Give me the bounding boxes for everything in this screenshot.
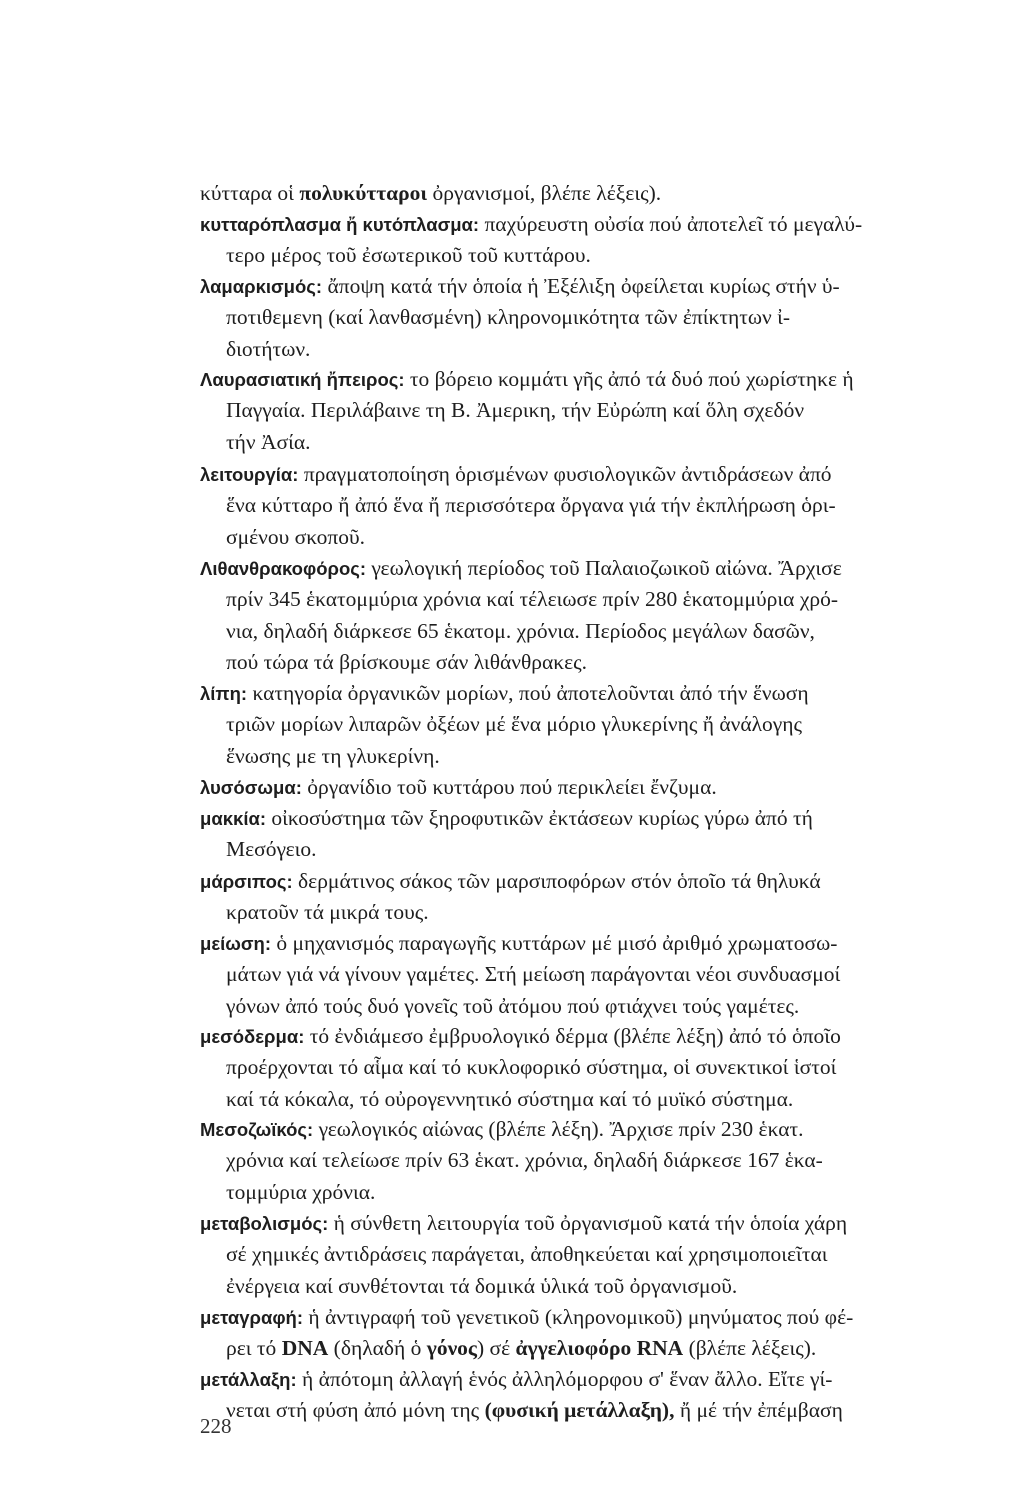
definition-text: νια, δηλαδή διάρκεσε 65 ἑκατομ. χρόνια. Περίοδος μεγάλων δασῶν, bbox=[226, 618, 815, 643]
entry-term: μετάλλαξη: bbox=[200, 1369, 297, 1390]
cross-reference-term: πολυκύτταροι bbox=[299, 181, 428, 205]
entry-term: μείωση: bbox=[200, 933, 271, 954]
definition-text: το βόρειο κομμάτι γῆς ἀπό τά δυό πού χωρίστηκε ἡ bbox=[404, 367, 854, 391]
page-number: 228 bbox=[200, 1414, 232, 1438]
definition-text: (δηλαδή ὁ bbox=[328, 1336, 427, 1361]
definition-text: ἄποψη κατά τήν ὁποία ἡ Ἐξέλιξη ὀφείλεται κυρίως στήν ὑ- bbox=[322, 274, 840, 298]
entry-line bbox=[200, 678, 965, 709]
definition-text: τερο μέρος τοῦ ἐσωτερικοῦ τοῦ κυττάρου. bbox=[226, 243, 591, 268]
entry-term: μεταγραφή: bbox=[200, 1307, 304, 1328]
glossary-entry bbox=[200, 271, 965, 365]
entry-term: λαμαρκισμός: bbox=[200, 276, 323, 297]
definition-text: κρατοῦν τά μικρά τους. bbox=[226, 900, 429, 925]
definition-text: ἤ μέ τήν ἐπέμβαση bbox=[674, 1398, 843, 1423]
entry-line bbox=[200, 271, 965, 302]
entry-line bbox=[200, 897, 965, 928]
entry-line bbox=[200, 1364, 965, 1395]
glossary-entry bbox=[200, 803, 965, 866]
entry-line bbox=[200, 1021, 965, 1052]
definition-text: καί τά κόκαλα, τό οὐρογεννητικό σύστημα καί τό μυϊκό σύστημα. bbox=[226, 1086, 794, 1111]
cross-reference-term: (φυσική μετάλλαξη), bbox=[484, 1398, 675, 1423]
entry-line bbox=[200, 1271, 965, 1302]
entry-term: κυτταρόπλασμα ἤ κυτόπλασμα: bbox=[200, 214, 480, 235]
definition-text: ) σέ bbox=[477, 1336, 516, 1361]
definition-text: σμένου σκοποῦ. bbox=[226, 524, 365, 549]
definition-text: δερμάτινος σάκος τῶν μαρσιποφόρων στόν ὁποῖο τά θηλυκά bbox=[292, 869, 821, 893]
glossary-entry bbox=[200, 928, 965, 1022]
definition-text: κύτταρα οἱ bbox=[200, 181, 300, 205]
definition-text: πού τώρα τά βρίσκουμε σάν λιθάνθρακες. bbox=[226, 649, 588, 674]
entry-line bbox=[200, 959, 965, 990]
definition-text: ἕνα κύτταρο ἤ ἀπό ἕνα ἤ περισσότερα ὄργανα γιά τήν ἐκπλήρωση ὁρι- bbox=[226, 493, 836, 518]
entry-line bbox=[200, 741, 965, 772]
glossary-entry bbox=[200, 364, 965, 458]
entry-line bbox=[200, 928, 965, 959]
glossary-entry bbox=[200, 1114, 965, 1208]
entry-line bbox=[200, 866, 965, 897]
definition-text: Παγγαία. Περιλάβαινε τη Β. Ἀμερικη, τήν Εὐρώπη καί ὅλη σχεδόν bbox=[226, 398, 805, 423]
glossary-entry bbox=[200, 866, 965, 929]
entry-line bbox=[200, 522, 965, 553]
definition-text: γόνων ἀπό τούς δυό γονεῖς τοῦ ἀτόμου πού φτιάχνει τούς γαμέτες. bbox=[226, 993, 800, 1018]
entry-term: λυσόσωμα: bbox=[200, 777, 302, 798]
entry-line bbox=[200, 1395, 965, 1426]
definition-text: τριῶν μορίων λιπαρῶν ὀξέων μέ ἕνα μόριο γλυκερίνης ἤ ἀνάλογης bbox=[226, 712, 803, 737]
definition-text: γεωλογικός αἰώνας (βλέπε λέξη). Ἄρχισε πρίν 230 ἑκατ. bbox=[313, 1117, 804, 1141]
glossary-entry bbox=[200, 553, 965, 678]
definition-text: πραγματοποίηση ὁρισμένων φυσιολογικῶν ἀντιδράσεων ἀπό bbox=[298, 462, 832, 486]
entry-term: μεσόδερμα: bbox=[200, 1026, 305, 1047]
definition-text: τό ἐνδιάμεσο ἐμβρυολογικό δέρμα (βλέπε λέξη) ἀπό τό ὁποῖο bbox=[304, 1024, 841, 1048]
entry-line bbox=[200, 709, 965, 740]
glossary-entry bbox=[200, 178, 965, 209]
entry-line bbox=[200, 616, 965, 647]
definition-text: ἡ ἀπότομη ἀλλαγή ἑνός ἀλληλόμορφου σ' ἕναν ἄλλο. Εἴτε γί- bbox=[296, 1367, 833, 1391]
entry-line bbox=[200, 553, 965, 584]
cross-reference-term: ἀγγελιοφόρο RNA bbox=[515, 1336, 684, 1361]
entry-line bbox=[200, 1145, 965, 1176]
entry-term: Λαυρασιατική ἤπειρος: bbox=[200, 369, 405, 390]
glossary-entry bbox=[200, 1208, 965, 1302]
entry-term: μακκία: bbox=[200, 808, 266, 829]
definition-text: διοτήτων. bbox=[226, 336, 311, 361]
definition-text: Μεσόγειο. bbox=[226, 837, 317, 862]
entry-line bbox=[200, 1052, 965, 1083]
glossary-entry bbox=[200, 1302, 965, 1365]
definition-text: ὀργανισμοί, βλέπε λέξεις). bbox=[427, 181, 662, 205]
definition-text: ὀργανίδιο τοῦ κυττάρου πού περικλείει ἔνζυμα. bbox=[301, 775, 717, 799]
entry-line bbox=[200, 427, 965, 458]
definition-text: μάτων γιά νά γίνουν γαμέτες. Στή μείωση παράγονται νέοι συνδυασμοί bbox=[226, 962, 841, 987]
glossary-entry bbox=[200, 209, 965, 272]
glossary-entry bbox=[200, 772, 965, 803]
definition-text: τομμύρια χρόνια. bbox=[226, 1179, 376, 1204]
cross-reference-term: γόνος bbox=[426, 1336, 477, 1361]
definition-text: ἡ σύνθετη λειτουργία τοῦ ὀργανισμοῦ κατά τήν ὁποία χάρη bbox=[328, 1211, 848, 1235]
definition-text: προέρχονται τό αἷμα καί τό κυκλοφορικό σύστημα, οἱ συνεκτικοί ἱστοί bbox=[226, 1055, 837, 1080]
entry-line bbox=[200, 1114, 965, 1145]
entry-line bbox=[200, 1239, 965, 1270]
entry-line bbox=[200, 1208, 965, 1239]
glossary-entry bbox=[200, 1021, 965, 1115]
definition-text: σέ χημικές ἀντιδράσεις παράγεται, ἀποθηκεύεται καί χρησιμοποιεῖται bbox=[226, 1242, 828, 1267]
entry-line bbox=[200, 178, 965, 209]
definition-text: οἰκοσύστημα τῶν ξηροφυτικῶν ἐκτάσεων κυρίως γύρω ἀπό τή bbox=[266, 806, 813, 830]
entry-line bbox=[200, 1084, 965, 1115]
glossary-entry bbox=[200, 459, 965, 553]
cross-reference-term: DNA bbox=[281, 1336, 329, 1361]
definition-text: κατηγορία ὀργανικῶν μορίων, πού ἀποτελοῦνται ἀπό τήν ἕνωση bbox=[247, 681, 809, 705]
entry-line bbox=[200, 490, 965, 521]
entry-line bbox=[200, 364, 965, 395]
entry-line bbox=[200, 834, 965, 865]
entry-term: μεταβολισμός: bbox=[200, 1213, 329, 1234]
entry-line bbox=[200, 240, 965, 271]
entry-term: λειτουργία: bbox=[200, 464, 299, 485]
definition-text: ὁ μηχανισμός παραγωγῆς κυττάρων μέ μισό ἀριθμό χρωματοσω- bbox=[270, 931, 838, 955]
definition-text: (βλέπε λέξεις). bbox=[683, 1336, 817, 1361]
definition-text: νεται στή φύση ἀπό μόνη της bbox=[226, 1398, 485, 1423]
definition-text: παχύρευστη οὐσία πού ἀποτελεῖ τό μεγαλύ- bbox=[479, 212, 863, 236]
entry-line bbox=[200, 302, 965, 333]
entry-term: μάρσιπος: bbox=[200, 871, 293, 892]
entry-line bbox=[200, 395, 965, 426]
entry-line bbox=[200, 1302, 965, 1333]
definition-text: πρίν 345 ἑκατομμύρια χρόνια καί τέλειωσε πρίν 280 ἑκατομμύρια χρό- bbox=[226, 587, 839, 612]
definition-text: ἡ ἀντιγραφή τοῦ γενετικοῦ (κληρονομικοῦ) μηνύματος πού φέ- bbox=[303, 1305, 854, 1329]
entry-line bbox=[200, 584, 965, 615]
glossary-entry bbox=[200, 1364, 965, 1427]
definition-text: ποτιθεμενη (καί λανθασμένη) κληρονομικότητα τῶν ἐπίκτητων ἰ- bbox=[226, 305, 791, 330]
entry-line bbox=[200, 803, 965, 834]
definition-text: τήν Ἀσία. bbox=[226, 429, 311, 454]
entry-line bbox=[200, 1177, 965, 1208]
definition-text: χρόνια καί τελείωσε πρίν 63 ἑκατ. χρόνια, δηλαδή διάρκεσε 167 ἑκα- bbox=[226, 1148, 823, 1173]
entry-line bbox=[200, 209, 965, 240]
entry-line bbox=[200, 991, 965, 1022]
definition-text: ἕνωσης με τη γλυκερίνη. bbox=[226, 743, 440, 768]
entry-line bbox=[200, 1333, 965, 1364]
entry-line bbox=[200, 772, 965, 803]
definition-text: γεωλογική περίοδος τοῦ Παλαιοζωικοῦ αἰώνα. Ἄρχισε bbox=[366, 556, 842, 580]
definition-text: ἐνέργεια καί συνθέτονται τά δομικά ὑλικά τοῦ ὀργανισμοῦ. bbox=[226, 1273, 738, 1298]
glossary-entry bbox=[200, 678, 965, 772]
entry-term: λίπη: bbox=[200, 683, 248, 704]
entry-term: Μεσοζωϊκός: bbox=[200, 1119, 314, 1140]
entry-line bbox=[200, 334, 965, 365]
entry-term: Λιθανθρακοφόρος: bbox=[200, 558, 367, 579]
entry-line bbox=[200, 459, 965, 490]
entry-line bbox=[200, 647, 965, 678]
definition-text: ρει τό bbox=[226, 1336, 282, 1361]
